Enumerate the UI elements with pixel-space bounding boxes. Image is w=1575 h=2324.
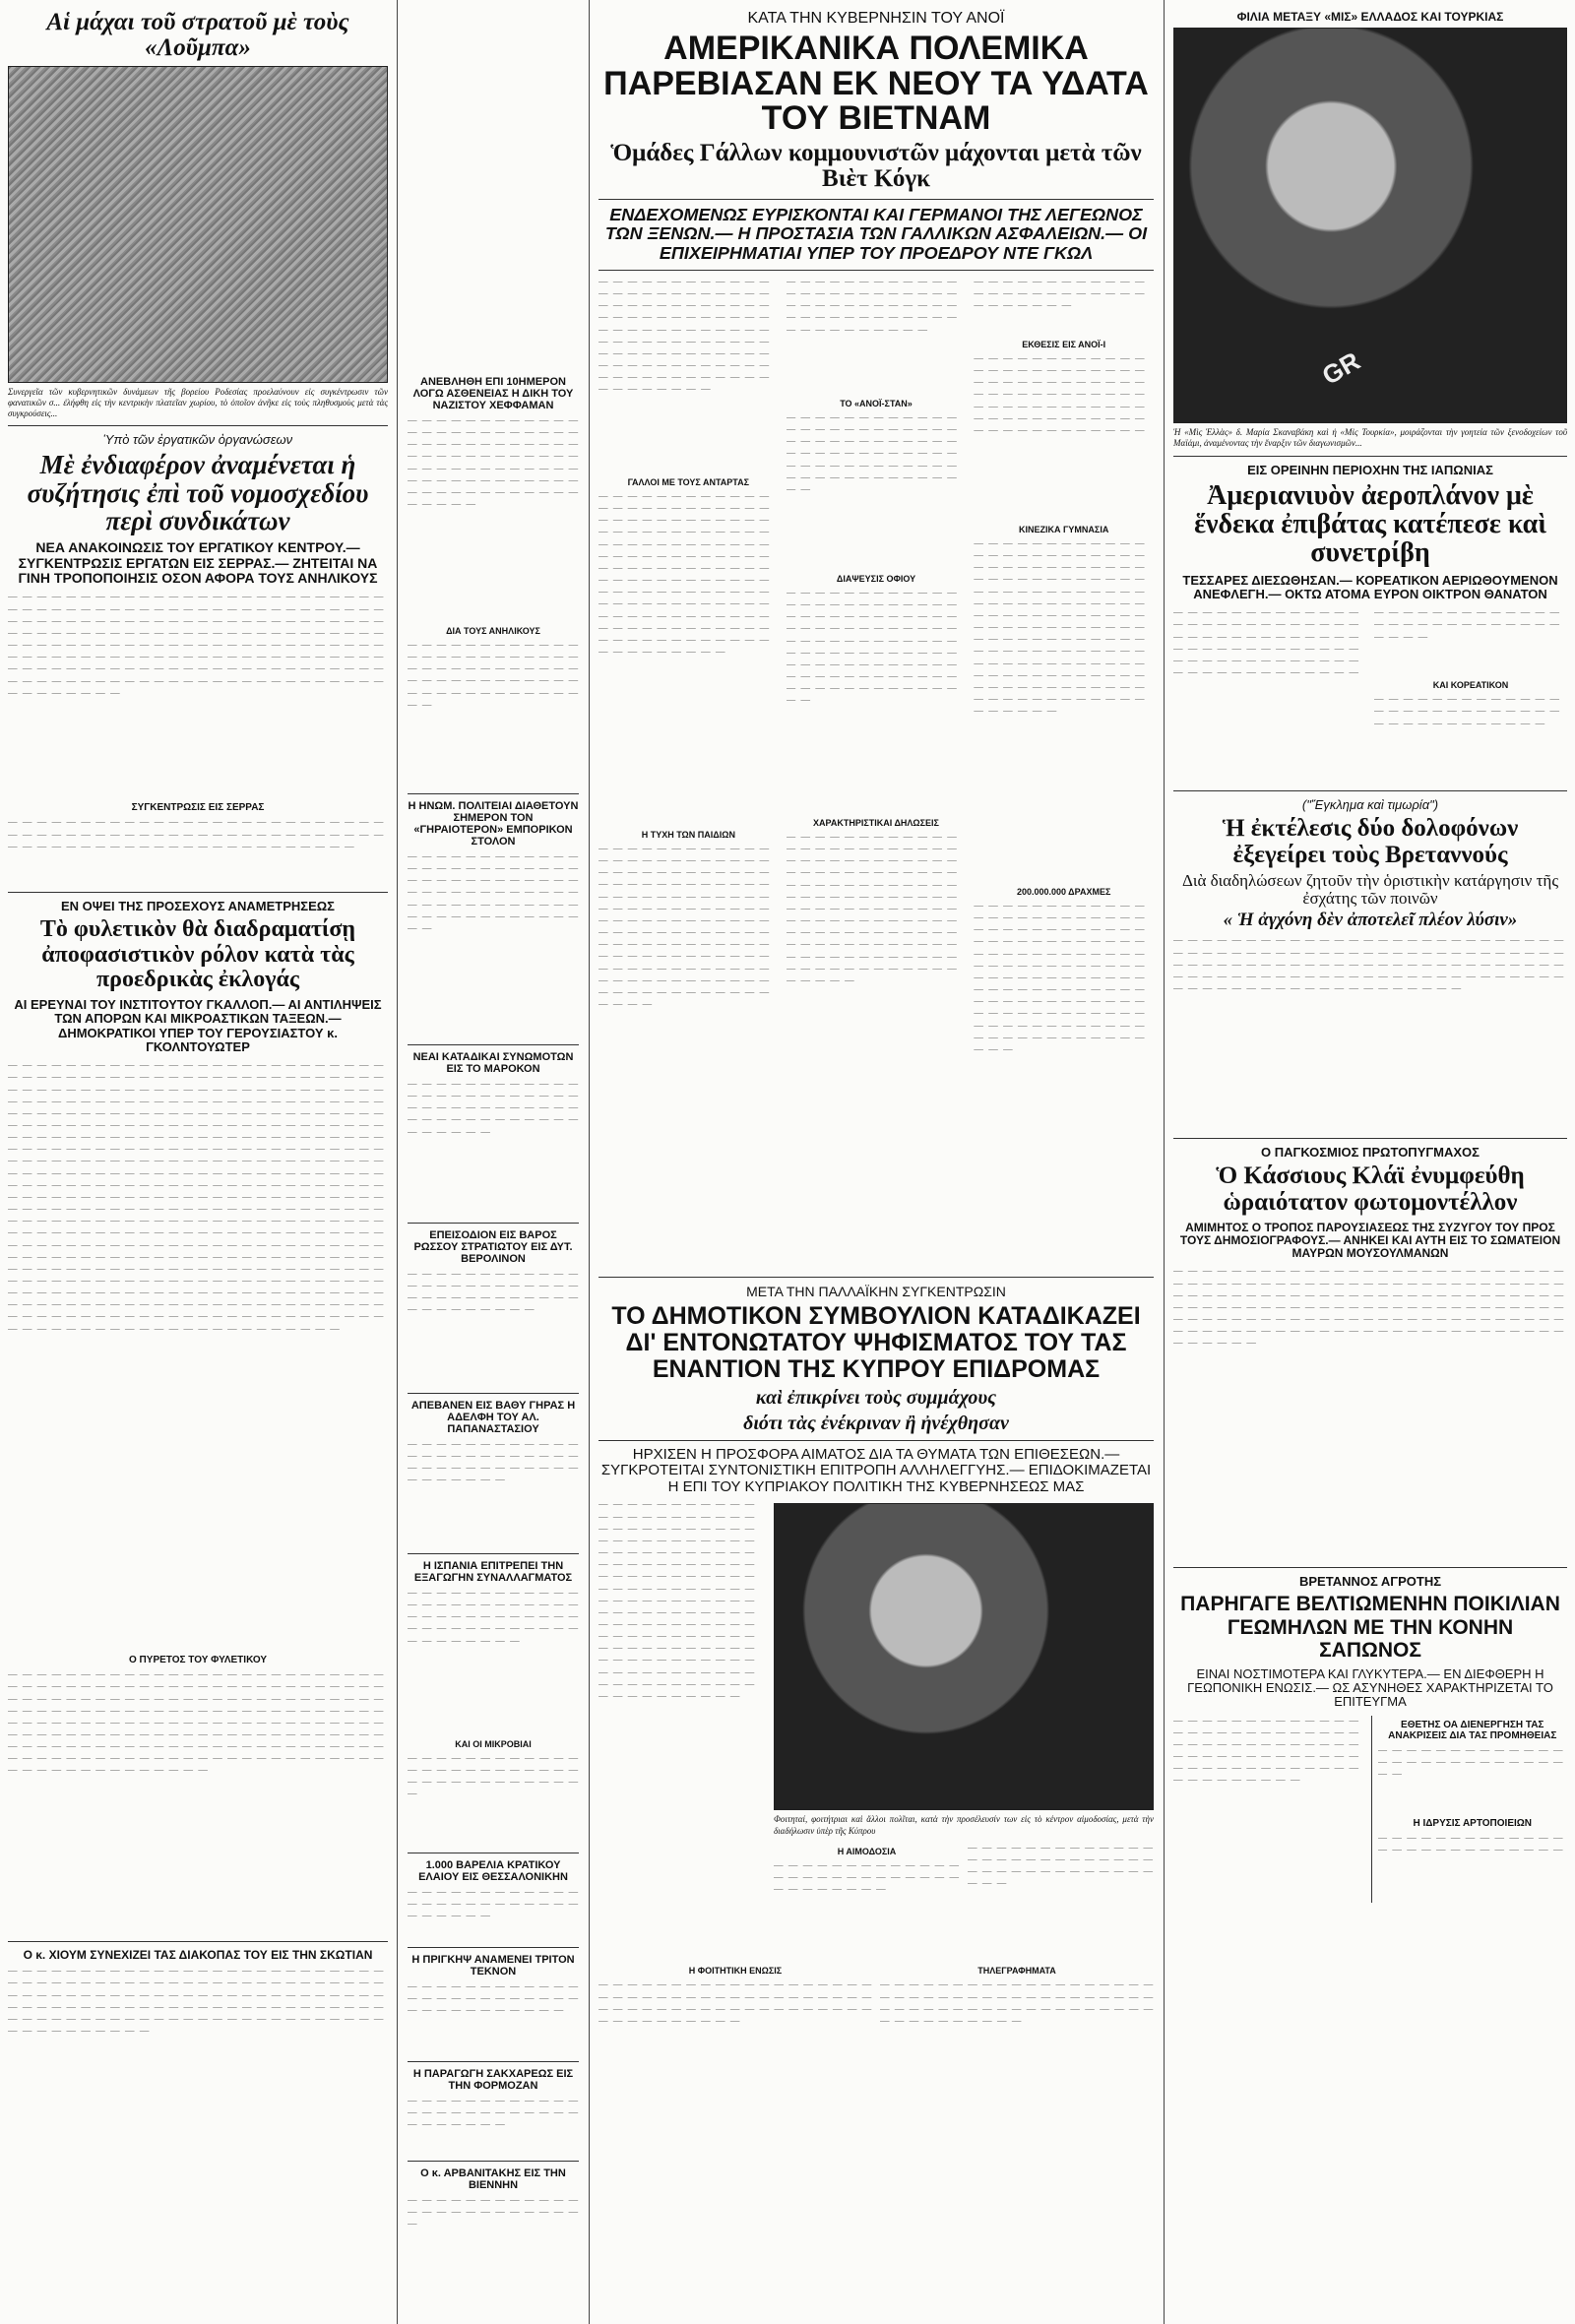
- gallup-body: — — — — — — — — — — — — — — — — — — — — — — — — — — — — — — — — — — — — — — — — — — — — — — — — — — — — — — — — — — — — — — — — — — — — — — — — — — — — — — — — — — — — — — — — — — — — — — — — — — — — — — — — — — — — — — — — — — — — — — — — — — — — — — — — — — — — — — — — — — — — — — — — — — — — — — — — — — — — — — — — — — — — — — — — — — — — — — — — — — — — — — — — — — — — — — — — — — — — — — — — — — — — — — — — — — — — — — — — — — — — — — — — — — — — — — — — — — — — — — — — — — — — — — — — — — — — — — — — — — — — — — — — — — — — — — — — — — — — — — — — — — — — — — — — — — — — — — — — — — — — — — — — — — — — — — — — — — — — — — — — — — — — — — — — — — — — — — — — — — — — — — — — — — — — — — — — — — — — — — — — — — — — — — — — — — — — — — — — — — — — — — — — — — — — — — — — — — — — — — — — — — — — — — — — — — — — — — — — — — — — — — — — — — — — — — — — — — — — — — — — — — — — — — — — — — — — — — — — — — — — — — — — — — — — — — — — — — — — — — — — — — — — — — — — — — — — — — — — — — — — — — — — — — — — — — — — — — — — — — — — — — — — — — — — — — — — — — — — — — — — — — — — — — — — — — — — — — — — — — — — — — — — — — — — — — — — — — — — — — — — — — — — — — — — — — — — — — —: [8, 1061, 384, 1335]
- japan-headline: Ἀμεριανιυὸν ἀεροπλάνον μὲ ἕνδεκα ἐπιβάτας κατέπεσε καὶ συνετρίβη: [1194, 479, 1546, 569]
- column-2: ΑΝΕΒΛΗΘΗ ΕΠΙ 10ΗΜΕΡΟΝ ΛΟΓΩ ΑΣΘΕΝΕΙΑΣ Η ΔΙΚΗ ΤΟΥ ΝΑΖΙΣΤΟΥ ΧΕΦΦΑΜΑΝ — — — — — — — — — — — — — — — — — — — — — — — — — — — — — — — — — — — — — — — — — — — — — — — — — — — — — — — — — — — — — — — — — — — — — — — — — — — — — — — — — — — — — — — — — ΔΙΑ ΤΟΥΣ ΑΝΗΛΙΚΟΥΣ — — — — — — — — — — — — — — — — — — — — — — — — — — — — — — — — — — — — — — — — — — — — — — — — — — — — — — — — — — — — — — Η ΗΝΩΜ. ΠΟΛΙΤΕΙΑΙ ΔΙΑΘΕΤΟΥΝ ΣΗΜΕΡΟΝ ΤΟΝ «ΓΗΡΑΙΟΤΕΡΟΝ» ΕΜΠΟΡΙΚΟΝ ΣΤΟΛΟΝ — — — — — — — — — — — — — — — — — — — — — — — — — — — — — — — — — — — — — — — — — — — — — — — — — — — — — — — — — — — — — — — — — — — — — — — — — — ΝΕΑΙ ΚΑΤΑΔΙΚΑΙ ΣΥΝΩΜΟΤΩΝ ΕΙΣ ΤΟ ΜΑΡΟΚΟΝ — — — — — — — — — — — — — — — — — — — — — — — — — — — — — — — — — — — — — — — — — — — — — — — — — — — — — — ΕΠΕΙΣΟΔΙΟΝ ΕΙΣ ΒΑΡΟΣ ΡΩΣΣΟΥ ΣΤΡΑΤΙΩΤΟΥ ΕΙΣ ΔΥΤ. ΒΕΡΟΛΙΝΟΝ — — — — — — — — — — — — — — — — — — — — — — — — — — — — — — — — — — — — — — — — — — — — — ΑΠΕΒΑΝΕΝ ΕΙΣ ΒΑΘΥ ΓΗΡΑΣ Η ΑΔΕΛΦΗ ΤΟΥ ΑΛ. ΠΑΠΑΝΑΣΤΑΣΙΟΥ — — — — — — — — — — — — — — — — — — — — — — — — — — — — — — — — — — — — — — — — — — — Η ΙΣΠΑΝΙΑ ΕΠΙΤΡΕΠΕΙ ΤΗΝ ΕΞΑΓΩΓΗΝ ΣΥΝΑΛΛΑΓΜΑΤΟΣ — — — — — — — — — — — — — — — — — — — — — — — — — — — — — — — — — — — — — — — — — — — — — — — — — — — — — — — — ΚΑΙ ΟΙ ΜΙΚΡΟΒΙΑΙ — — — — — — — — — — — — — — — — — — — — — — — — — — — — — — — — — — — — — 1.000 ΒΑΡΕΛΙΑ ΚΡΑΤΙΚΟΥ ΕΛΑΙΟΥ ΕΙΣ ΘΕΣΣΑΛΟΝΙΚΗΝ — — — — — — — — — — — — — — — — — — — — — — — — — — — — — — Η ΠΡΙΓΚΗΨ ΑΝΑΜΕΝΕΙ ΤΡΙΤΟΝ ΤΕΚΝΟΝ — — — — — — — — — — — — — — — — — — — — — — — — — — — — — — — — — — — Η ΠΑΡΑΓΩΓΗ ΣΑΚΧΑΡΕΩΣ ΕΙΣ ΤΗΝ ΦΟΡΜΟΖΑΝ — — — — — — — — — — — — — — — — — — — — — — — — — — — — — — — Ο κ. ΑΡΒΑΝΙΤΑΚΗΣ ΕΙΣ ΤΗΝ ΒΙΕΝΝΗΝ — — — — — — — — — — — — — — — — — — — — — — — — —: [408, 376, 579, 2230]
- hume-headline: Ο κ. ΧΙΟΥΜ ΣΥΝΕΧΙΖΕΙ ΤΑΣ ΔΙΑΚΟΠΑΣ ΤΟΥ ΕΙΣ ΤΗΝ ΣΚΩΤΙΑΝ: [23, 1948, 373, 1963]
- hanoistan-label: ΤΟ «ΑΝΟΪ-ΣΤΑΝ»: [840, 398, 913, 408]
- vietnam-body: — — — — — — — — — — — — — — — — — — — — — — — — — — — — — — — — — — — — — — — — — — — — — — — — — — — — — — — — — — — — — — — — — — — — — — — — — — — — — — — — — — — — — — — — — — — — — — — — — — — — — — — — — — — — — — — — — — — —: [598, 277, 770, 396]
- column-3: ΚΑΤΑ ΤΗΝ ΚΥΒΕΡΝΗΣΙΝ ΤΟΥ ΑΝΟΪ ΑΜΕΡΙΚΑΝΙΚΑ ΠΟΛΕΜΙΚΑ ΠΑΡΕΒΙΑΣΑΝ ΕΚ ΝΕΟΥ ΤΑ ΥΔΑΤΑ ΤΟΥ ΒΙΕΤΝΑΜ Ὁμάδες Γάλλων κομμουνιστῶν μάχονται μετὰ τῶν Βιὲτ Κόγκ ΕΝΔΕΧΟΜΕΝΩΣ ΕΥΡΙΣΚΟΝΤΑΙ ΚΑΙ ΓΕΡΜΑΝΟΙ ΤΗΣ ΛΕΓΕΩΝΟΣ ΤΩΝ ΞΕΝΩΝ.— Η ΠΡΟΣΤΑΣΙΑ ΤΩΝ ΓΑΛΛΙΚΩΝ ΑΣΦΑΛΕΙΩΝ.— ΟΙ ΕΠΙΧΕΙΡΗΜΑΤΙΑΙ ΥΠΕΡ ΤΟΥ ΠΡΟΕΔΡΟΥ ΝΤΕ ΓΚΩΛ — — — — — — — — — — — — — — — — — — — — — — — — — — — — — — — — — — — — — — — — — — — — — — — — — — — — — — — — — — — — — — — — — — — — — — — — — — — — — — — — — — — — — — — — — — — — — — — — — — — — — — — — — — — — — — — — — — — — ΓΑΛΛΟΙ ΜΕ ΤΟΥΣ ΑΝΤΑΡΤΑΣ — — — — — — — — — — — — — — — — — — — — — — — — — — — — — — — — — — — — — — — — — — — — — — — — — — — — — — — — — — — — — — — — — — — — — — — — — — — — — — — — — — — — — — — — — — — — — — — — — — — — — — — — — — — — — — — — — — — — — — — — — — — — — — — — — — — — — — — — — — — — — — — — — — — — — — — — — — — — — — — — — — — — — Η ΤΥΧΗ ΤΩΝ ΠΑΙΔΙΩΝ — — — — — — — — — — — — — — — — — — — — — — — — — — — — — — — — — — — — — — — — — — — — — — — — — — — — — — — — — — — — — — — — — — — — — — — — — — — — — — — — — — — — — — — — — — — — — — — — — — — — — — — — — — — — — — — — — — — — — — — — — — — — — — — — — — — — — — — — — — — — — — — — — — — — — — — — — — — — — — — — — — — — — — — — — — — — — — — — — — — — — — — — — — — — — — — — — — — — — — — — — — — — — — — — — — — — — — — — — — ΤΟ «ΑΝΟΪ-ΣΤΑΝ» — — — — — — — — — — — — — — — — — — — — — — — — — — — — — — — — — — — — — — — — — — — — — — — — — — — — — — — — — — — — — — — — — — — — — — — — — — ΔΙΑΨΕΥΣΙΣ ΟΦΙΟΥ — — — — — — — — — — — — — — — — — — — — — — — — — — — — — — — — — — — — — — — — — — — — — — — — — — — — — — — — — — — — — — — — — — — — — — — — — — — — — — — — — — — — — — — — — — — — — — — — — — — — — — — — — — — — — — ΧΑΡΑΚΤΗΡΙΣΤΙΚΑΙ ΔΗΛΩΣΕΙΣ — — — — — — — — — — — — — — — — — — — — — — — — — — — — — — — — — — — — — — — — — — — — — — — — — — — — — — — — — — — — — — — — — — — — — — — — — — — — — — — — — — — — — — — — — — — — — — — — — — — — — — — — — — — — — — — — — — — — — — — — — — — — — — — — — — — — — — — — — — — — — — — — — — — — — — — — — — — — — — — — — — — — — — — — — — — — — — — — — — — — ΕΚΘΕΣΙΣ ΕΙΣ ΑΝΟΪ-Ι — — — — — — — — — — — — — — — — — — — — — — — — — — — — — — — — — — — — — — — — — — — — — — — — — — — — — — — — — — — — — — — — — — — — — — — — — — — — — — — — — — — — ΚΙΝΕΖΙΚΑ ΓΥΜΝΑΣΙΑ — — — — — — — — — — — — — — — — — — — — — — — — — — — — — — — — — — — — — — — — — — — — — — — — — — — — — — — — — — — — — — — — — — — — — — — — — — — — — — — — — — — — — — — — — — — — — — — — — — — — — — — — — — — — — — — — — — — — — — — — — — — — — — — — — — — — — — — — — — — — — — — — — — — — — — — — — — — — — — — — — — — — — — — — — — — — — — 200.000.000 ΔΡΑΧΜΕΣ — — — — — — — — — — — — — — — — — — — — — — — — — — — — — — — — — — — — — — — — — — — — — — — — — — — — — — — — — — — — — — — — — — — — — — — — — — — — — — — — — — — — — — — — — — — — — — — — — — — — — — — — — — — — — — — — — — — — — — — — — — — — — — — — — — — — — — — — — — — — — — — — — — — ΜΕΤΑ ΤΗΝ ΠΑΛΛΑΪΚΗΝ ΣΥΓΚΕΝΤΡΩΣΙΝ ΤΟ ΔΗΜΟΤΙΚΟΝ ΣΥΜΒΟΥΛΙΟΝ ΚΑΤΑΔΙΚΑΖΕΙ ΔΙ' ΕΝΤΟΝΩΤΑΤΟΥ ΨΗΦΙΣΜΑΤΟΣ ΤΟΥ ΤΑΣ ΕΝΑΝΤΙΟΝ ΤΗΣ ΚΥΠΡΟΥ ΕΠΙΔΡΟΜΑΣ καὶ ἐπικρίνει τοὺς συμμάχους διότι τὰς ἐνέκριναν ἢ ἠνέχθησαν ΗΡΧΙΣΕΝ Η ΠΡΟΣΦΟΡΑ ΑΙΜΑΤΟΣ ΔΙΑ ΤΑ ΘΥΜΑΤΑ ΤΩΝ ΕΠΙΘΕΣΕΩΝ.— ΣΥΓΚΡΟΤΕΙΤΑΙ ΣΥΝΤΟΝΙΣΤΙΚΗ ΕΠΙΤΡΟΠΗ ΑΛΛΗΛΕΓΓΥΗΣ.— ΕΠΙΔΟΚΙΜΑΖΕΤΑΙ Η ΕΠΙ ΤΟΥ ΚΥΠΡΙΑΚΟΥ ΠΟΛΙΤΙΚΗ ΤΗΣ ΚΥΒΕΡΝΗΣΕΩΣ ΜΑΣ — — — — — — — — — — — — — — — — — — — — — — — — — — — — — — — — — — — — — — — — — — — — — — — — — — — — — — — — — — — — — — — — — — — — — — — — — — — — — — — — — — — — — — — — — — — — — — — — — — — — — — — — — — — — — — — — — — — — — — — — — — — — — — — — — — — — — — — — — — — — — — — — — — — — — — — — — — — — — — — — — — — — — — — — — — — — — — — — — — — — — — — — — — Φοιτηταί, φοιτήτριαι καὶ ἄλλοι πολῖται, κατὰ τὴν προσέλευσίν των εἰς τὸ κέντρον αἱμοδοσίας, μετὰ τὴν διαδήλωσιν ὑπὲρ τῆς Κύπρου Η ΑΙΜΟΔΟΣΙΑ — — — — — — — — — — — — — — — — — — — — — — — — — — — — — — — — — — — — — — — — — — — — — — — — — — — — — — — — — — — — — — — — — — — — — — — — — — — — Η ΦΟΙΤΗΤΙΚΗ ΕΝΩΣΙΣ — — — — — — — — — — — — — — — — — — — — — — — — — — — — — — — — — — — — — — — — — — — — — — — — — — — — — — — — — — — — — — — — — — — ΤΗΛΕΓΡΑΦΗΜΑΤΑ — — — — — — — — — — — — — — — — — — — — — — — — — — — — — — — — — — — — — — — — — — — — — — — — — — — — — — — — — — — — — — — — — — —: [598, 10, 1154, 2027]
- council-kicker: ΜΕΤΑ ΤΗΝ ΠΑΛΛΑΪΚΗΝ ΣΥΓΚΕΝΤΡΩΣΙΝ: [746, 1283, 1006, 1299]
- column-1: Αἱ μάχαι τοῦ στρατοῦ μὲ τοὺς «Λοῦμπα» Συνεργεῖα τῶν κυβερνητικῶν δυνάμεων τῆς βορείου Ροδεσίας προελαύνουν εἰς συγκέντρωσιν τῶν φανατικῶν σ... ἐλήφθη εἰς τὴν κεντρικὴν πλατεῖαν χωρίου, τὸ ὁποῖον ἀνῆκε εἰς τοὺς πληθυσμοὺς μετὰ τὰς συγκρούσεις... Ὑπὸ τῶν ἐργατικῶν ὀργανώσεων Μὲ ἐνδιαφέρον ἀναμένεται ἡ συζήτησις ἐπὶ τοῦ νομοσχεδίου περὶ συνδικάτων ΝΕΑ ΑΝΑΚΟΙΝΩΣΙΣ ΤΟΥ ΕΡΓΑΤΙΚΟΥ ΚΕΝΤΡΟΥ.— ΣΥΓΚΕΝΤΡΩΣΙΣ ΕΡΓΑΤΩΝ ΕΙΣ ΣΕΡΡΑΣ.— ΖΗΤΕΙΤΑΙ ΝΑ ΓΙΝΗ ΤΡΟΠΟΠΟΙΗΣΙΣ ΟΣΟΝ ΑΦΟΡΑ ΤΟΥΣ ΑΝΗΛΙΚΟΥΣ — — — — — — — — — — — — — — — — — — — — — — — — — — — — — — — — — — — — — — — — — — — — — — — — — — — — — — — — — — — — — — — — — — — — — — — — — — — — — — — — — — — — — — — — — — — — — — — — — — — — — — — — — — — — — — — — — — — — — — — — — — — — — — — — — — — — — — — — — — — — — — — — — — — — — — — — — — — — — — — — — — — — — — — — — — — — — — — — — — — — — — — — — — — — — — — — — — — — — — — — — — — — — — — — — — — — — — — — ΣΥΓΚΕΝΤΡΩΣΙΣ ΕΙΣ ΣΕΡΡΑΣ — — — — — — — — — — — — — — — — — — — — — — — — — — — — — — — — — — — — — — — — — — — — — — — — — — — — — — — — — — — — — — — — — — — — — — — — — — — — ΕΝ ΟΨΕΙ ΤΗΣ ΠΡΟΣΕΧΟΥΣ ΑΝΑΜΕΤΡΗΣΕΩΣ Τὸ φυλετικὸν θὰ διαδραματίσῃ ἀποφασιστικὸν ρόλον κατὰ τὰς προεδρικὰς ἐκλογάς ΑΙ ΕΡΕΥΝΑΙ ΤΟΥ ΙΝΣΤΙΤΟΥΤΟΥ ΓΚΑΛΛΟΠ.— ΑΙ ΑΝΤΙΛΗΨΕΙΣ ΤΩΝ ΑΠΟΡΩΝ ΚΑΙ ΜΙΚΡΟΑΣΤΙΚΩΝ ΤΑΞΕΩΝ.— ΔΗΜΟΚΡΑΤΙΚΟΙ ΥΠΕΡ ΤΟΥ ΓΕΡΟΥΣΙΑΣΤΟΥ κ. ΓΚΟΛΝΤΟΥΩΤΕΡ — — — — — — — — — — — — — — — — — — — — — — — — — — — — — — — — — — — — — — — — — — — — — — — — — — — — — — — — — — — — — — — — — — — — — — — — — — — — — — — — — — — — — — — — — — — — — — — — — — — — — — — — — — — — — — — — — — — — — — — — — — — — — — — — — — — — — — — — — — — — — — — — — — — — — — — — — — — — — — — — — — — — — — — — — — — — — — — — — — — — — — — — — — — — — — — — — — — — — — — — — — — — — — — — — — — — — — — — — — — — — — — — — — — — — — — — — — — — — — — — — — — — — — — — — — — — — — — — — — — — — — — — — — — — — — — — — — — — — — — — — — — — — — — — — — — — — — — — — — — — — — — — — — — — — — — — — — — — — — — — — — — — — — — — — — — — — — — — — — — — — — — — — — — — — — — — — — — — — — — — — — — — — — — — — — — — — — — — — — — — — — — — — — — — — — — — — — — — — — — — — — — — — — — — — — — — — — — — — — — — — — — — — — — — — — — — — — — — — — — — — — — — — — — — — — — — — — — — — — — — — — — — — — — — — — — — — — — — — — — — — — — — — — — — — — — — — — — — — — — — — — — — — — — — — — — — — — — — — — — — — — — — — — — — — — — — — — — — — — — — — — — — — — — — — — — — — — — — — — — — — — — — — — — — — — — — — — — — — — — — — — — — — — — — — — — — — — — Ο ΠΥΡΕΤΟΣ ΤΟΥ ΦΥΛΕΤΙΚΟΥ — — — — — — — — — — — — — — — — — — — — — — — — — — — — — — — — — — — — — — — — — — — — — — — — — — — — — — — — — — — — — — — — — — — — — — — — — — — — — — — — — — — — — — — — — — — — — — — — — — — — — — — — — — — — — — — — — — — — — — — — — — — — — — — — — — — — — — — — — — — — — — — — — — — — — — — — — — — — — — — — — — — — — — — — — — — — — — — — — — — — — — — — — — — — — — — — — — — — — — — — — — — — — — — — — — — — — — — — — — — — — — Ο κ. ΧΙΟΥΜ ΣΥΝΕΧΙΖΕΙ ΤΑΣ ΔΙΑΚΟΠΑΣ ΤΟΥ ΕΙΣ ΤΗΝ ΣΚΩΤΙΑΝ — — — — — — — — — — — — — — — — — — — — — — — — — — — — — — — — — — — — — — — — — — — — — — — — — — — — — — — — — — — — — — — — — — — — — — — — — — — — — — — — — — — — — — — — — — — — — — — — — — — — — — — — — — — — — — — — — — — — — — — — — — — — — — — — — — — — — — — — — — — —: [8, 9, 388, 2037]
- farmer-subhead: ΕΙΝΑΙ ΝΟΣΤΙΜΟΤΕΡΑ ΚΑΙ ΓΛΥΚΥΤΕΡΑ.— ΕΝ ΔΙΕΦΘΕΡΗ Η ΓΕΩΠΟΝΙΚΗ ΕΝΩΣΙΣ.— ΩΣ ΑΣΥΝΗΘΕΣ ΧΑΡΑΚΤΗΡΙΖΕΤΑΙ ΤΟ ΕΠΙΤΕΥΓΜΑ: [1187, 1665, 1553, 1710]
- princess-headline: Η ΠΡΙΓΚΗΨ ΑΝΑΜΕΝΕΙ ΤΡΙΤΟΝ ΤΕΚΝΟΝ: [411, 1954, 575, 1978]
- inquiry-headline: ΕΘΕΤΗΣ ΟΑ ΔΙΕΝΕΡΓΗΣΗ ΤΑΣ ΑΝΑΚΡΙΣΕΙΣ ΔΙΑ ΤΑΣ ΠΡΟΜΗΘΕΙΑΣ: [1388, 1719, 1557, 1741]
- japan-kicker: ΕΙΣ ΟΡΕΙΝΗΝ ΠΕΡΙΟΧΗΝ ΤΗΣ ΙΑΠΩΝΙΑΣ: [1247, 462, 1493, 477]
- japan-subhead: ΤΕΣΣΑΡΕΣ ΔΙΕΣΩΘΗΣΑΝ.— ΚΟΡΕΑΤΙΚΟΝ ΑΕΡΙΩΘΟΥΜΕΝΟΝ ΑΝΕΦΛΕΓΗ.— ΟΚΤΩ ΑΤΟΜΑ ΕΥΡΟΝ ΟΙΚΤΡΟΝ ΘΑΝΑΤΟΝ: [1182, 572, 1558, 601]
- rioters-headline: Αἱ μάχαι τοῦ στρατοῦ μὲ τοὺς «Λοῦμπα»: [46, 9, 349, 62]
- declarations-label: ΧΑΡΑΚΤΗΡΙΣΤΙΚΑΙ ΔΗΛΩΣΕΙΣ: [813, 817, 939, 828]
- arvanitakis-headline: Ο κ. ΑΡΒΑΝΙΤΑΚΗΣ ΕΙΣ ΤΗΝ ΒΙΕΝΝΗΝ: [420, 2167, 566, 2191]
- sister-headline: ΑΠΕΒΑΝΕΝ ΕΙΣ ΒΑΘΥ ΓΗΡΑΣ Η ΑΔΕΛΦΗ ΤΟΥ ΑΛ. ΠΑΠΑΝΑΣΤΑΣΙΟΥ: [410, 1400, 576, 1435]
- minors-label: ΔΙΑ ΤΟΥΣ ΑΝΗΛΙΚΟΥΣ: [446, 626, 540, 636]
- miss-photo: [1173, 28, 1567, 423]
- student-union-label: Η ΦΟΙΤΗΤΙΚΗ ΕΝΩΣΙΣ: [688, 1966, 783, 1977]
- vietnam-headline: ΑΜΕΡΙΚΑΝΙΚΑ ΠΟΛΕΜΙΚΑ ΠΑΡΕΒΙΑΣΑΝ ΕΚ ΝΕΟΥ ΤΑ ΥΔΑΤΑ ΤΟΥ ΒΙΕΤΝΑΜ: [603, 30, 1149, 138]
- us-fleet-headline: Η ΗΝΩΜ. ΠΟΛΙΤΕΙΑΙ ΔΙΑΘΕΤΟΥΝ ΣΗΜΕΡΟΝ ΤΟΝ «ΓΗΡΑΙΟΤΕΡΟΝ» ΕΜΠΟΡΙΚΟΝ ΣΤΟΛΟΝ: [408, 800, 579, 848]
- chinese-drills-label: ΚΙΝΕΖΙΚΑ ΓΥΜΝΑΣΙΑ: [1019, 524, 1109, 534]
- britain-kicker: ("Ἔγκλημα καὶ τιμωρία"): [1301, 797, 1439, 813]
- blood-donation-label: Η ΑΙΜΟΔΟΣΙΑ: [837, 1846, 897, 1856]
- labor-headline: Μὲ ἐνδιαφέρον ἀναμένεται ἡ συζήτησις ἐπὶ τοῦ νομοσχεδίου περὶ συνδικάτων: [27, 450, 369, 535]
- gallup-subhead: ΑΙ ΕΡΕΥΝΑΙ ΤΟΥ ΙΝΣΤΙΤΟΥΤΟΥ ΓΚΑΛΛΟΠ.— ΑΙ ΑΝΤΙΛΗΨΕΙΣ ΤΩΝ ΑΠΟΡΩΝ ΚΑΙ ΜΙΚΡΟΑΣΤΙΚΩΝ ΤΑΞΕΩΝ.— ΔΗΜΟΚΡΑΤΙΚΟΙ ΥΠΕΡ ΤΟΥ ΓΕΡΟΥΣΙΑΣΤΟΥ κ. ΓΚΟΛΝΤΟΥΩΤΕΡ: [14, 997, 382, 1054]
- britain-subhead: Διὰ διαδηλώσεων ζητοῦν τὴν ὁριστικὴν κατάργησιν τῆς ἐσχάτης τῶν ποινῶν: [1181, 870, 1559, 908]
- blood-donors-caption: Φοιτηταί, φοιτήτριαι καὶ ἄλλοι πολῖται, κατὰ τὴν προσέλευσίν των εἰς τὸ κέντρον αἱμοδοσίας, μετὰ τὴν διαδήλωσιν ὑπὲρ τῆς Κύπρου: [774, 1814, 1154, 1836]
- labor-kicker: Ὑπὸ τῶν ἐργατικῶν ὀργανώσεων: [102, 432, 293, 448]
- telegrams-label: ΤΗΛΕΓΡΑΦΗΜΑΤΑ: [977, 1966, 1056, 1977]
- oil-headline: 1.000 ΒΑΡΕΛΙΑ ΚΡΑΤΙΚΟΥ ΕΛΑΙΟΥ ΕΙΣ ΘΕΣΣΑΛΟΝΙΚΗΝ: [418, 1859, 568, 1883]
- council-subhead-2: διότι τὰς ἐνέκριναν ἢ ἠνέχθησαν: [743, 1412, 1009, 1434]
- council-deck: ΗΡΧΙΣΕΝ Η ΠΡΟΣΦΟΡΑ ΑΙΜΑΤΟΣ ΔΙΑ ΤΑ ΘΥΜΑΤΑ ΤΩΝ ΕΠΙΘΕΣΕΩΝ.— ΣΥΓΚΡΟΤΕΙΤΑΙ ΣΥΝΤΟΝΙΣΤΙΚΗ ΕΠΙΤΡΟΠΗ ΑΛΛΗΛΕΓΓΥΗΣ.— ΕΠΙΔΟΚΙΜΑΖΕΤΑΙ Η ΕΠΙ ΤΟΥ ΚΥΠΡΙΑΚΟΥ ΠΟΛΙΤΙΚΗ ΤΗΣ ΚΥΒΕΡΝΗΣΕΩΣ ΜΑΣ: [600, 1445, 1152, 1495]
- nazi-trial-headline: ΑΝΕΒΛΗΘΗ ΕΠΙ 10ΗΜΕΡΟΝ ΛΟΓΩ ΑΣΘΕΝΕΙΑΣ Η ΔΙΚΗ ΤΟΥ ΝΑΖΙΣΤΟΥ ΧΕΦΦΑΜΑΝ: [412, 376, 574, 411]
- boxer-subhead: ΑΜΙΜΗΤΟΣ Ο ΤΡΟΠΟΣ ΠΑΡΟΥΣΙΑΣΕΩΣ ΤΗΣ ΣΥΖΥΓΟΥ ΤΟΥ ΠΡΟΣ ΤΟΥΣ ΔΗΜΟΣΙΟΓΡΑΦΟΥΣ.— ΑΝΗΚΕΙ ΚΑΙ ΑΥΤΗ ΕΙΣ ΤΟ ΣΩΜΑΤΕΙΟΝ ΜΑΥΡΩΝ ΜΟΥΣΟΥΛΜΑΝΩΝ: [1179, 1220, 1561, 1261]
- vietnam-deck: ΕΝΔΕΧΟΜΕΝΩΣ ΕΥΡΙΣΚΟΝΤΑΙ ΚΑΙ ΓΕΡΜΑΝΟΙ ΤΗΣ ΛΕΓΕΩΝΟΣ ΤΩΝ ΞΕΝΩΝ.— Η ΠΡΟΣΤΑΣΙΑ ΤΩΝ ΓΑΛΛΙΚΩΝ ΑΣΦΑΛΕΙΩΝ.— ΟΙ ΕΠΙΧΕΙΡΗΜΑΤΙΑΙ ΥΠΕΡ ΤΟΥ ΠΡΟΕΔΡΟΥ ΝΤΕ ΓΚΩΛ: [604, 204, 1148, 264]
- britain-headline: Ἡ ἐκτέλεσις δύο δολοφόνων ἐξεγείρει τοὺς Βρεταννούς: [1222, 815, 1519, 868]
- boxer-kicker: Ο ΠΑΓΚΟΣΜΙΟΣ ΠΡΩΤΟΠΥΓΜΑΧΟΣ: [1261, 1145, 1480, 1161]
- diplo-denial-label: ΔΙΑΨΕΥΣΙΣ ΟΦΙΟΥ: [836, 573, 916, 584]
- labor-body: — — — — — — — — — — — — — — — — — — — — — — — — — — — — — — — — — — — — — — — — — — — — — — — — — — — — — — — — — — — — — — — — — — — — — — — — — — — — — — — — — — — — — — — — — — — — — — — — — — — — — — — — — — — — — — — — — — — — — — — — — — — — — — — — — — — — — — — — — — — — — — — — — — — — — — — — — — — — — — — — — — — — — — — — — — — — — — — — — — — — — — — — — — — — — — — — — — — — — — — — — — — — — — — — — — — — — — — —: [8, 593, 384, 699]
- miss-caption: Ἡ «Μὶς Ἑλλὰς» δ. Μαρία Σκαναβάκη καὶ ἡ «Μὶς Τουρκία», μοιράζονται τὴν γοητεία τῶν ξενοδοχείων τοῦ Μαϊάμι, ἀναμένοντας τὴν ἔναρξιν τῶν διαγωνισμῶν...: [1173, 427, 1567, 449]
- miss-headline: ΦΙΛΙΑ ΜΕΤΑΞΥ «ΜΙΣ» ΕΛΛΑΔΟΣ ΚΑΙ ΤΟΥΡΚΙΑΣ: [1236, 10, 1504, 24]
- french-rebels-label: ΓΑΛΛΟΙ ΜΕ ΤΟΥΣ ΑΝΤΑΡΤΑΣ: [627, 476, 750, 487]
- gallup-headline: Τὸ φυλετικὸν θὰ διαδραματίσῃ ἀποφασιστικὸν ρόλον κατὰ τὰς προεδρικὰς ἐκλογάς: [39, 916, 356, 992]
- gallup-section: Ο ΠΥΡΕΤΟΣ ΤΟΥ ΦΥΛΕΤΙΚΟΥ: [129, 1655, 267, 1666]
- vietnam-subhead: Ὁμάδες Γάλλων κομμουνιστῶν μάχονται μετὰ τῶν Βιὲτ Κόγκ: [610, 140, 1142, 193]
- gallup-kicker: ΕΝ ΟΨΕΙ ΤΗΣ ΠΡΟΣΕΧΟΥΣ ΑΝΑΜΕΤΡΗΣΕΩΣ: [61, 899, 335, 914]
- drachmas-label: 200.000.000 ΔΡΑΧΜΕΣ: [1016, 886, 1111, 897]
- microbes-label: ΚΑΙ ΟΙ ΜΙΚΡΟΒΙΑΙ: [455, 1739, 532, 1749]
- berlin-headline: ΕΠΕΙΣΟΔΙΟΝ ΕΙΣ ΒΑΡΟΣ ΡΩΣΣΟΥ ΣΤΡΑΤΙΩΤΟΥ ΕΙΣ ΔΥΤ. ΒΕΡΟΛΙΝΟΝ: [413, 1229, 573, 1265]
- report-label: ΕΚΘΕΣΙΣ ΕΙΣ ΑΝΟΪ-Ι: [1022, 339, 1106, 349]
- riverbank-photo: [8, 66, 388, 383]
- farmer-headline: ΠΑΡΗΓΑΓΕ ΒΕΛΤΙΩΜΕΝΗΝ ΠΟΙΚΙΛΙΑΝ ΓΕΩΜΗΛΩΝ ΜΕ ΤΗΝ ΚΟΝΗΝ ΣΑΠΩΝΟΣ: [1180, 1593, 1560, 1662]
- farmer-kicker: ΒΡΕΤΑΝΝΟΣ ΑΓΡΟΤΗΣ: [1298, 1574, 1442, 1590]
- morocco-headline: ΝΕΑΙ ΚΑΤΑΔΙΚΑΙ ΣΥΝΩΜΟΤΩΝ ΕΙΣ ΤΟ ΜΑΡΟΚΟΝ: [412, 1051, 574, 1075]
- miss-sash-label: GR: [1316, 345, 1365, 391]
- riverbank-caption: Συνεργεῖα τῶν κυβερνητικῶν δυνάμεων τῆς βορείου Ροδεσίας προελαύνουν εἰς συγκέντρωσιν τῶν φανατικῶν σ... ἐλήφθη εἰς τὴν κεντρικὴν πλατεῖαν χωρίου, τὸ ὁποῖον ἀνῆκε εἰς τοὺς πληθυσμοὺς μετὰ τὰς συγκρούσεις...: [8, 386, 388, 418]
- children-label: Η ΤΥΧΗ ΤΩΝ ΠΑΙΔΙΩΝ: [641, 829, 735, 840]
- labor-subhead: ΝΕΑ ΑΝΑΚΟΙΝΩΣΙΣ ΤΟΥ ΕΡΓΑΤΙΚΟΥ ΚΕΝΤΡΟΥ.— ΣΥΓΚΕΝΤΡΩΣΙΣ ΕΡΓΑΤΩΝ ΕΙΣ ΣΕΡΡΑΣ.— ΖΗΤΕΙΤΑΙ ΝΑ ΓΙΝΗ ΤΡΟΠΟΠΟΙΗΣΙΣ ΟΣΟΝ ΑΦΟΡΑ ΤΟΥΣ ΑΝΗΛΙΚΟΥΣ: [18, 539, 378, 587]
- serres-label: ΣΥΓΚΕΝΤΡΩΣΙΣ ΕΙΣ ΣΕΡΡΑΣ: [131, 802, 265, 814]
- vietnam-kicker: ΚΑΤΑ ΤΗΝ ΚΥΒΕΡΝΗΣΙΝ ΤΟΥ ΑΝΟΪ: [747, 10, 1005, 27]
- boxer-headline: Ὁ Κάσσιους Κλάϊ ἐνυμφεύθη ὡραιότατον φωτομοντέλλον: [1216, 1162, 1525, 1216]
- sugar-headline: Η ΠΑΡΑΓΩΓΗ ΣΑΚΧΑΡΕΩΣ ΕΙΣ ΤΗΝ ΦΟΡΜΟΖΑΝ: [412, 2068, 574, 2092]
- britain-quote: « Ἡ ἀγχόνη δὲν ἀποτελεῖ πλέον λύσιν»: [1223, 910, 1518, 931]
- blood-donors-photo: [774, 1503, 1154, 1810]
- column-4: ΦΙΛΙΑ ΜΕΤΑΞΥ «ΜΙΣ» ΕΛΛΑΔΟΣ ΚΑΙ ΤΟΥΡΚΙΑΣ GR Ἡ «Μὶς Ἑλλὰς» δ. Μαρία Σκαναβάκη καὶ ἡ «Μὶς Τουρκία», μοιράζονται τὴν γοητεία τῶν ξενοδοχείων τοῦ Μαϊάμι, ἀναμένοντας τὴν ἔναρξιν τῶν διαγωνισμῶν... ΕΙΣ ΟΡΕΙΝΗΝ ΠΕΡΙΟΧΗΝ ΤΗΣ ΙΑΠΩΝΙΑΣ Ἀμεριανιυὸν ἀεροπλάνον μὲ ἕνδεκα ἐπιβάτας κατέπεσε καὶ συνετρίβη ΤΕΣΣΑΡΕΣ ΔΙΕΣΩΘΗΣΑΝ.— ΚΟΡΕΑΤΙΚΟΝ ΑΕΡΙΩΘΟΥΜΕΝΟΝ ΑΝΕΦΛΕΓΗ.— ΟΚΤΩ ΑΤΟΜΑ ΕΥΡΟΝ ΟΙΚΤΡΟΝ ΘΑΝΑΤΟΝ — — — — — — — — — — — — — — — — — — — — — — — — — — — — — — — — — — — — — — — — — — — — — — — — — — — — — — — — — — — — — — — — — — — — — — — — — — — — — — — — — — — — — — — — — — — — — — — — — — — — — — — — — — — — ΚΑΙ ΚΟΡΕΑΤΙΚΟΝ — — — — — — — — — — — — — — — — — — — — — — — — — — — — — — — — — — — — — — ("Ἔγκλημα καὶ τιμωρία") Ἡ ἐκτέλεσις δύο δολοφόνων ἐξεγείρει τοὺς Βρεταννούς Διὰ διαδηλώσεων ζητοῦν τὴν ὁριστικὴν κατάργησιν τῆς ἐσχάτης τῶν ποινῶν « Ἡ ἀγχόνη δὲν ἀποτελεῖ πλέον λύσιν» — — — — — — — — — — — — — — — — — — — — — — — — — — — — — — — — — — — — — — — — — — — — — — — — — — — — — — — — — — — — — — — — — — — — — — — — — — — — — — — — — — — — — — — — — — — — — — — — — — — — — — — — — — — — — — — — — — — — — — — — — — — — — — — — Ο ΠΑΓΚΟΣΜΙΟΣ ΠΡΩΤΟΠΥΓΜΑΧΟΣ Ὁ Κάσσιους Κλάϊ ἐνυμφεύθη ὡραιότατον φωτομοντέλλον ΑΜΙΜΗΤΟΣ Ο ΤΡΟΠΟΣ ΠΑΡΟΥΣΙΑΣΕΩΣ ΤΗΣ ΣΥΖΥΓΟΥ ΤΟΥ ΠΡΟΣ ΤΟΥΣ ΔΗΜΟΣΙΟΓΡΑΦΟΥΣ.— ΑΝΗΚΕΙ ΚΑΙ ΑΥΤΗ ΕΙΣ ΤΟ ΣΩΜΑΤΕΙΟΝ ΜΑΥΡΩΝ ΜΟΥΣΟΥΛΜΑΝΩΝ — — — — — — — — — — — — — — — — — — — — — — — — — — — — — — — — — — — — — — — — — — — — — — — — — — — — — — — — — — — — — — — — — — — — — — — — — — — — — — — — — — — — — — — — — — — — — — — — — — — — — — — — — — — — — — — — — — — — — — — — — — — — — — — — — — — — — — — — — — — — — — — — — — — — — — — — — — — — — — — — — — — — — — — — ΒΡΕΤΑΝΝΟΣ ΑΓΡΟΤΗΣ ΠΑΡΗΓΑΓΕ ΒΕΛΤΙΩΜΕΝΗΝ ΠΟΙΚΙΛΙΑΝ ΓΕΩΜΗΛΩΝ ΜΕ ΤΗΝ ΚΟΝΗΝ ΣΑΠΩΝΟΣ ΕΙΝΑΙ ΝΟΣΤΙΜΟΤΕΡΑ ΚΑΙ ΓΛΥΚΥΤΕΡΑ.— ΕΝ ΔΙΕΦΘΕΡΗ Η ΓΕΩΠΟΝΙΚΗ ΕΝΩΣΙΣ.— ΩΣ ΑΣΥΝΗΘΕΣ ΧΑΡΑΚΤΗΡΙΖΕΤΑΙ ΤΟ ΕΠΙΤΕΥΓΜΑ — — — — — — — — — — — — — — — — — — — — — — — — — — — — — — — — — — — — — — — — — — — — — — — — — — — — — — — — — — — — — — — — — — — — — — — — — — ΕΘΕΤΗΣ ΟΑ ΔΙΕΝΕΡΓΗΣΗ ΤΑΣ ΑΝΑΚΡΙΣΕΙΣ ΔΙΑ ΤΑΣ ΠΡΟΜΗΘΕΙΑΣ — — — — — — — — — — — — — — — — — — — — — — — — — — — — Η ΙΔΡΥΣΙΣ ΑΡΤΟΠΟΙΕΙΩΝ — — — — — — — — — — — — — — — — — — — — — — — — — —: [1166, 0, 1575, 2324]
- council-headline: ΤΟ ΔΗΜΟΤΙΚΟΝ ΣΥΜΒΟΥΛΙΟΝ ΚΑΤΑΔΙΚΑΖΕΙ ΔΙ' ΕΝΤΟΝΩΤΑΤΟΥ ΨΗΦΙΣΜΑΤΟΣ ΤΟΥ ΤΑΣ ΕΝΑΝΤΙΟΝ ΤΗΣ ΚΥΠΡΟΥ ΕΠΙΔΡΟΜΑΣ: [611, 1301, 1141, 1383]
- council-subhead-1: καὶ ἐπικρίνει τοὺς συμμάχους: [755, 1386, 997, 1409]
- bakeries-headline: Η ΙΔΡΥΣΙΣ ΑΡΤΟΠΟΙΕΙΩΝ: [1413, 1817, 1533, 1829]
- korean-label: ΚΑΙ ΚΟΡΕΑΤΙΚΟΝ: [1432, 680, 1509, 691]
- spain-headline: Η ΙΣΠΑΝΙΑ ΕΠΙΤΡΕΠΕΙ ΤΗΝ ΕΞΑΓΩΓΗΝ ΣΥΝΑΛΛΑΓΜΑΤΟΣ: [413, 1560, 573, 1584]
